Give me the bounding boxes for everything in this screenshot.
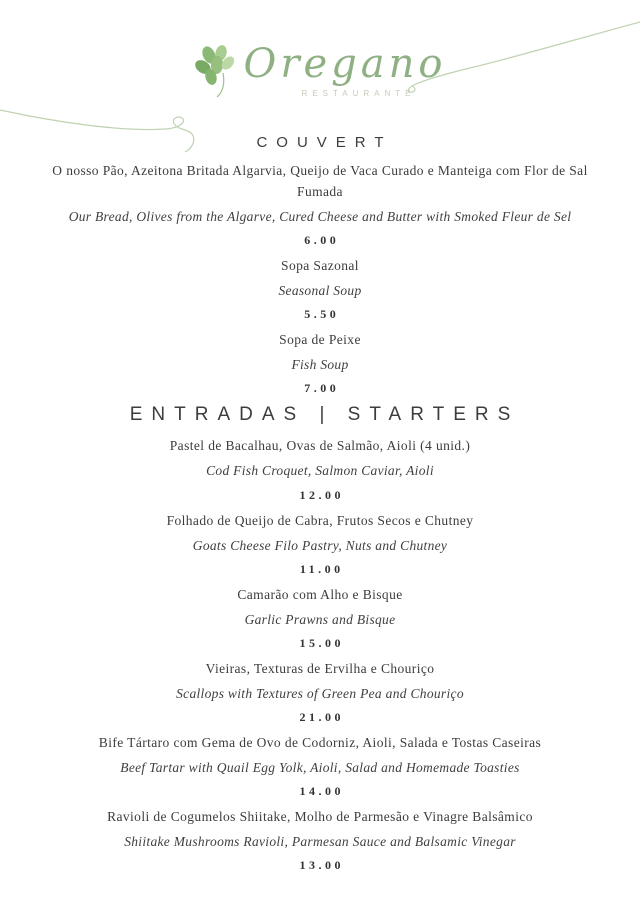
item-price: 12.00 bbox=[299, 487, 344, 502]
item-name-pt: Vieiras, Texturas de Ervilha e Chouriço bbox=[205, 660, 435, 676]
item-name-en: Shiitake Mushrooms Ravioli, Parmesan Sauce and Balsamic Vinegar bbox=[124, 834, 516, 850]
item-name-pt: Folhado de Queijo de Cabra, Frutos Secos e Chutney bbox=[166, 512, 474, 528]
item-name-en: Cod Fish Croquet, Salmon Caviar, Aioli bbox=[206, 463, 434, 479]
item-name-pt: Sopa Sazonal bbox=[281, 258, 359, 274]
item-price: 13.00 bbox=[299, 858, 344, 873]
menu-item bbox=[0, 161, 640, 249]
item-price: 5.50 bbox=[304, 307, 340, 322]
item-price: 14.00 bbox=[299, 784, 344, 799]
item-price: 7.00 bbox=[304, 381, 340, 396]
item-name-en: Fish Soup bbox=[291, 357, 349, 373]
section-title-couvert: COUVERT bbox=[256, 134, 393, 151]
item-price: 15.00 bbox=[299, 635, 344, 650]
menu-item bbox=[0, 511, 640, 578]
section-title-starters: ENTRADAS | STARTERS bbox=[129, 404, 520, 426]
item-price: 11.00 bbox=[299, 561, 344, 576]
menu-item bbox=[0, 436, 640, 503]
item-name-pt: Camarão com Alho e Bisque bbox=[237, 586, 403, 602]
item-name-pt: Bife Tártaro com Gema de Ovo de Codorniz, Aioli, Salada e Tostas Caseiras bbox=[98, 735, 542, 751]
item-price: 21.00 bbox=[299, 710, 344, 725]
item-price: 6.00 bbox=[304, 233, 340, 248]
logo-subtitle: RESTAURANTE bbox=[301, 89, 416, 98]
item-name-en: Garlic Prawns and Bisque bbox=[244, 611, 396, 627]
menu-item bbox=[0, 585, 640, 652]
menu-item bbox=[0, 330, 640, 397]
item-name-en: Our Bread, Olives from the Algarve, Cured Cheese and Butter with Smoked Fleur de Sel bbox=[68, 208, 572, 224]
item-name-en: Goats Cheese Filo Pastry, Nuts and Chutney bbox=[192, 537, 448, 553]
oregano-leaf-icon bbox=[194, 42, 244, 100]
item-name-pt: O nosso Pão, Azeitona Britada Algarvia, Queijo de Vaca Curado e Manteiga com Flor de Sal Fumada bbox=[52, 163, 588, 199]
item-name-en: Seasonal Soup bbox=[278, 283, 362, 299]
logo-text: Oregano bbox=[243, 41, 447, 87]
item-name-pt: Ravioli de Cogumelos Shiitake, Molho de Parmesão e Vinagre Balsâmico bbox=[107, 809, 533, 825]
menu-item bbox=[0, 256, 640, 323]
item-name-pt: Sopa de Peixe bbox=[279, 332, 361, 348]
menu-content bbox=[0, 134, 640, 874]
item-name-pt: Pastel de Bacalhau, Ovas de Salmão, Aioli (4 unid.) bbox=[169, 438, 471, 454]
item-name-en: Scallops with Textures of Green Pea and Chouriço bbox=[176, 685, 464, 701]
menu-item bbox=[0, 807, 640, 874]
menu-item bbox=[0, 733, 640, 800]
menu-item bbox=[0, 659, 640, 726]
logo-header bbox=[0, 0, 640, 100]
item-name-en: Beef Tartar with Quail Egg Yolk, Aioli, Salad and Homemade Toasties bbox=[120, 760, 520, 776]
